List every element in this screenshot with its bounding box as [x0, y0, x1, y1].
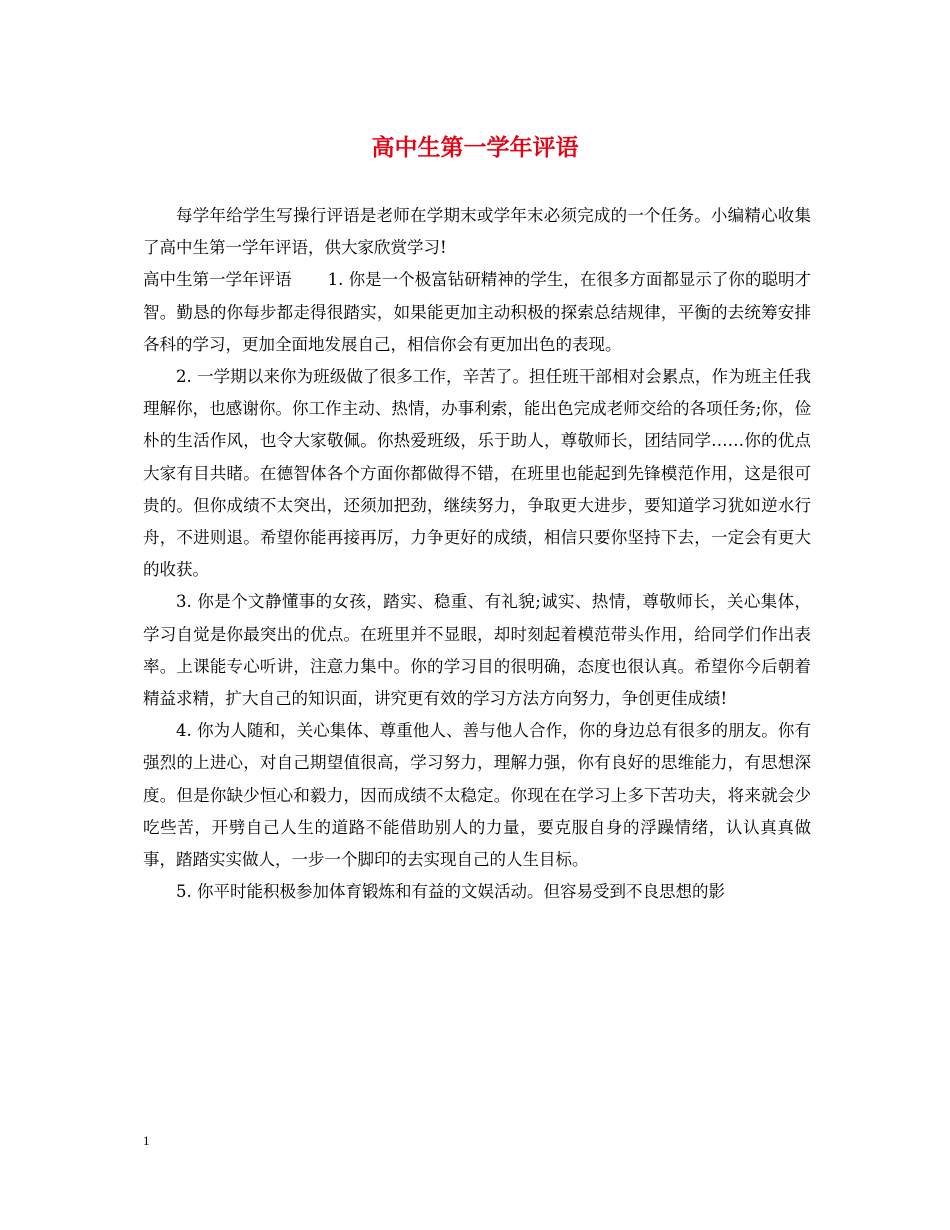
document-body [143, 200, 811, 908]
intro-paragraph: 每学年给学生写操行评语是老师在学期末或学年末必须完成的一个任务。小编精心收集了高中生第一学年评语，供大家欣赏学习! [143, 206, 811, 258]
comment-5: 5. 你平时能积极参加体育锻炼和有益的文娱活动。但容易受到不良思想的影 [176, 882, 725, 902]
comment-1: 1. 你是一个极富钻研精神的学生，在很多方面都显示了你的聪明才智。勤恳的你每步都走得很踏实，如果能更加主动积极的探索总结规律，平衡的去统筹安排各科的学习，更加全面地发展自己，相信你会有更加出色的表现。 [143, 270, 811, 354]
document-title: 高中生第一学年评语 [371, 134, 579, 161]
comment-3: 3. 你是个文静懂事的女孩，踏实、稳重、有礼貌;诚实、热情，尊敬师长，关心集体，学习自觉是你最突出的优点。在班里并不显眼，却时刻起着模范带头作用，给同学们作出表率。上课能专心听讲，注意力集中。你的学习目的很明确，态度也很认真。希望你今后朝着精益求精，扩大自己的知识面，讲究更有效的学习方法方向努力，争创更佳成绩! [143, 592, 811, 709]
page-number: 1 [143, 1133, 150, 1148]
comment-4: 4. 你为人随和，关心集体、尊重他人、善与他人合作，你的身边总有很多的朋友。你有强烈的上进心，对自己期望值很高，学习努力，理解力强，你有良好的思维能力，有思想深度。但是你缺少恒心和毅力，因而成绩不太稳定。你现在在学习上多下苦功夫，将来就会少吃些苦，开劈自己人生的道路不能借助别人的力量，要克服自身的浮躁情绪，认认真真做事，踏踏实实做人，一步一个脚印的去实现自己的人生目标。 [143, 721, 811, 870]
section-heading: 高中生第一学年评语 [143, 270, 292, 290]
comment-2: 2. 一学期以来你为班级做了很多工作，辛苦了。担任班干部相对会累点，作为班主任我理解你，也感谢你。你工作主动、热情，办事利索，能出色完成老师交给的各项任务;你，俭朴的生活作风，也令大家敬佩。你热爱班级，乐于助人，尊敬师长，团结同学……你的优点大家有目共睹。在德智体各个方面你都做得不错，在班里也能起到先锋模范作用，这是很可贵的。但你成绩不太突出，还须加把劲，继续努力，争取更大进步，要知道学习犹如逆水行舟，不进则退。希望你能再接再厉，力争更好的成绩，相信只要你坚持下去，一定会有更大的收获。 [143, 367, 811, 580]
first-comment-paragraph [143, 264, 811, 361]
